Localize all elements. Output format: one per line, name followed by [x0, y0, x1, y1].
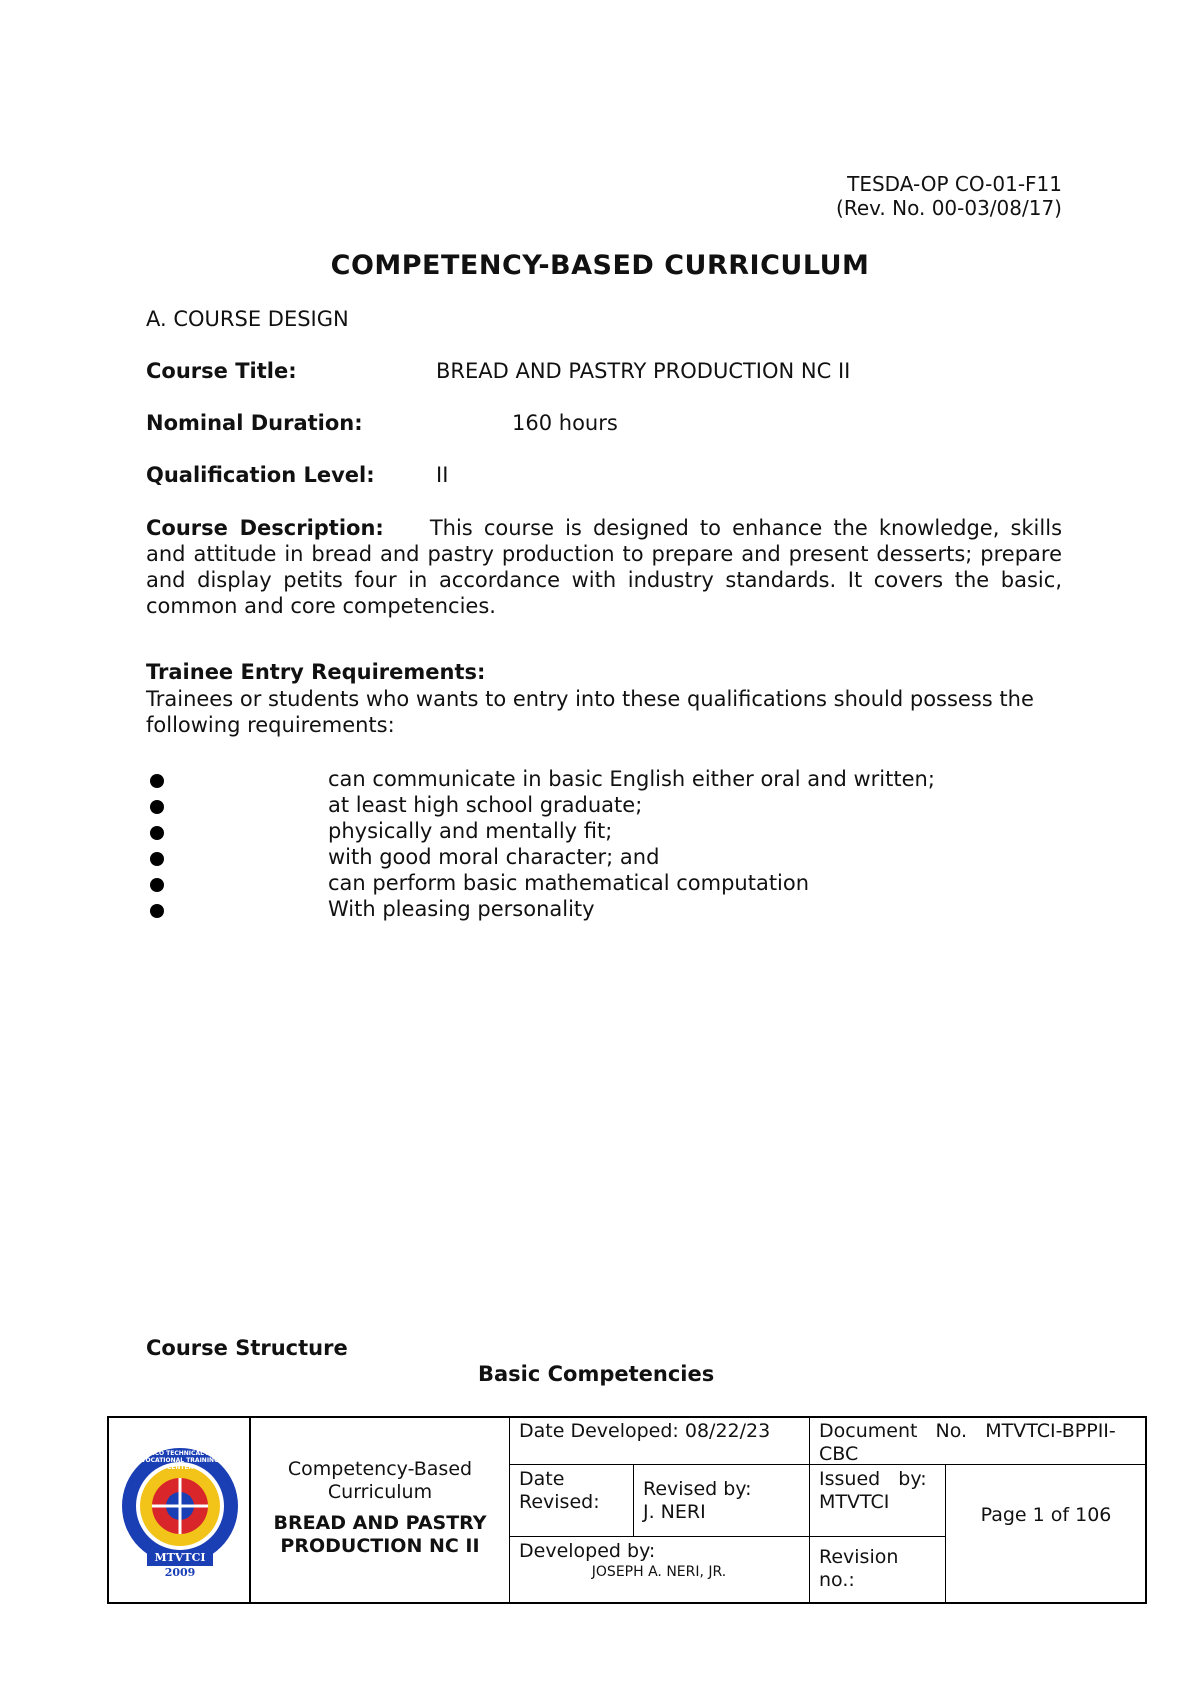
course-description	[146, 515, 1062, 619]
trainee-entry-heading: Trainee Entry Requirements:	[146, 660, 486, 684]
institution-logo	[117, 1444, 243, 1584]
bullet-icon	[150, 852, 164, 866]
list-item: With pleasing personality	[146, 896, 1046, 922]
nominal-duration-value: 160 hours	[512, 411, 618, 435]
issued-by-value: MTVTCI	[819, 1491, 890, 1513]
list-item: physically and mentally fit;	[146, 818, 1046, 844]
page-title: COMPETENCY-BASED CURRICULUM	[330, 250, 870, 281]
logo-ring-text: MARCO TECHNICAL AND VOCATIONAL TRAINING CENTER	[139, 1450, 221, 1471]
revised-by-value: J. NERI	[643, 1501, 706, 1523]
course-title-value: BREAD AND PASTRY PRODUCTION NC II	[436, 359, 851, 383]
document-number-suffix: CBC	[819, 1443, 859, 1465]
doc-title-line2: PRODUCTION NC II	[280, 1535, 480, 1557]
logo-year: 2009	[164, 1566, 196, 1579]
qualification-level-label: Qualification Level:	[146, 463, 375, 487]
basic-competencies-heading: Basic Competencies	[478, 1362, 715, 1386]
list-item: can communicate in basic English either oral and written;	[146, 766, 1046, 792]
list-item: can perform basic mathematical computation	[146, 870, 1046, 896]
course-description-text: This course is designed to enhance the knowledge, skills and attitude in bread and pastry production to prepare and present desserts; prepare and display petits four in accordance with industry standards. It covers the basic, common and core competencies.	[146, 516, 1063, 618]
document-footer-table	[107, 1416, 1147, 1604]
list-item: with good moral character; and	[146, 844, 1046, 870]
developer-name: JOSEPH A. NERI, JR.	[591, 1564, 727, 1580]
bullet-icon	[150, 904, 164, 918]
bullet-icon	[150, 826, 164, 840]
requirements-list	[146, 766, 1046, 922]
doc-type-line2: Curriculum	[327, 1481, 433, 1503]
course-structure-heading: Course Structure	[146, 1336, 348, 1360]
bullet-icon	[150, 878, 164, 892]
form-code: TESDA-OP CO-01-F11	[847, 172, 1062, 196]
section-heading: A. COURSE DESIGN	[146, 307, 349, 331]
revised-by-label: Revised by:	[643, 1478, 752, 1500]
qualification-level-value: II	[436, 463, 449, 487]
page-number: Page 1 of 106	[980, 1504, 1112, 1526]
logo-name: MTVTCI	[154, 1551, 206, 1564]
revision-number: (Rev. No. 00-03/08/17)	[836, 196, 1062, 220]
list-item: at least high school graduate;	[146, 792, 1046, 818]
date-revised-label-2: Revised:	[519, 1491, 600, 1513]
revision-no-label: Revision	[819, 1546, 899, 1568]
date-developed: Date Developed: 08/22/23	[519, 1420, 771, 1442]
revision-no-label-2: no.:	[819, 1569, 855, 1591]
date-revised-label: Date	[519, 1468, 565, 1490]
course-title-label: Course Title:	[146, 359, 297, 383]
doc-title-line1: BREAD AND PASTRY	[273, 1512, 487, 1534]
bullet-icon	[150, 800, 164, 814]
trainee-entry-text: Trainees or students who wants to entry into these qualifications should possess the following requirements:	[146, 687, 1034, 737]
document-number: Document No. MTVTCI-BPPII-	[819, 1420, 1116, 1442]
bullet-icon	[150, 774, 164, 788]
course-description-label: Course Description:	[146, 516, 384, 540]
nominal-duration-label: Nominal Duration:	[146, 411, 363, 435]
developed-by-label: Developed by:	[519, 1540, 656, 1562]
issued-by-label: Issued by:	[819, 1468, 927, 1490]
doc-type-line1: Competency-Based	[287, 1458, 473, 1480]
